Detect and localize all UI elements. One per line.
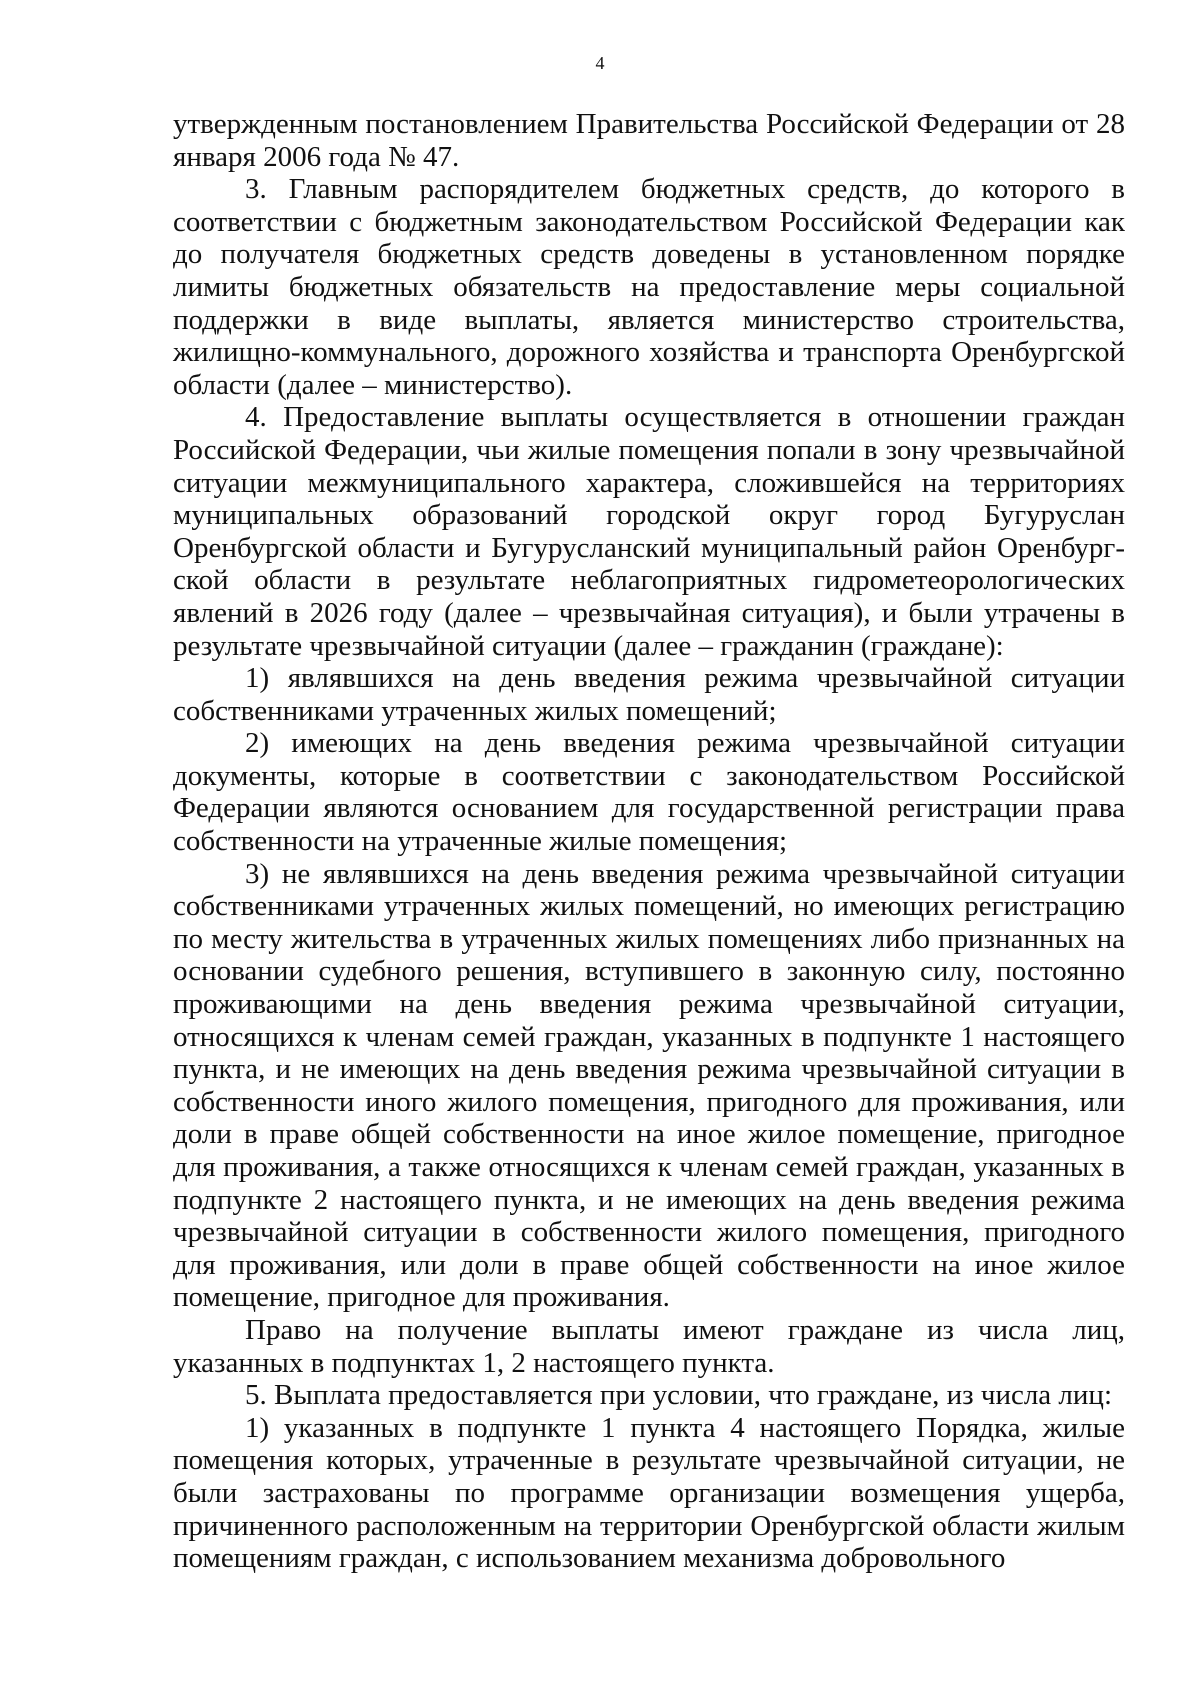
document-body	[173, 108, 1125, 1575]
subitem-4-1: 1) являвшихся на день введения режима чрезвычайной ситуации собственниками утраченных жилых помещений;	[173, 662, 1125, 727]
paragraph-continuation: утвержденным постановлением Правительства Российской Федерации от 28 января 2006 года № 47.	[173, 108, 1125, 173]
subitem-4-2: 2) имеющих на день введения режима чрезвычайной ситуации документы, которые в соответствии с законодательством Российской Федерации являются основанием для государственной регистрации права собственности на утраченные жилые помещения;	[173, 727, 1125, 858]
subitem-5-1: 1) указанных в подпункте 1 пункта 4 настоящего Порядка, жилые помещения которых, утраченные в результате чрезвычайной ситуации, не были застрахованы по программе организации возмещения ущерба, причиненного расположенным на территории Оренбургской области жилым помещениям граждан, с использованием механизма добровольного	[173, 1411, 1125, 1575]
page-number: 4	[595, 53, 605, 73]
paragraph-item-5: 5. Выплата предоставляется при условии, что граждане, из числа лиц:	[245, 1379, 1112, 1412]
paragraph-right-to-payment: Право на получение выплаты имеют граждане из числа лиц, указанных в подпунктах 1, 2 настоящего пункта.	[173, 1313, 1125, 1379]
subitem-4-3: 3) не являвшихся на день введения режима чрезвычайной ситуации собственниками утраченных жилых помещений, но имеющих регистрацию по месту жительства в утраченных жилых помещениях либо признанных на основании судебного решения, вступившего в законную силу, постоянно проживающими на день введения режима чрезвычайной ситуации, относящихся к членам семей граждан, указанных в подпункте 1 настоящего пункта, и не имеющих на день введения режима чрезвычайной ситуации в собственности иного жилого помещения, пригодного для проживания, или доли в праве общей собственности на иное жилое помещение, пригодное для проживания, а также относящихся к членам семей граждан, указанных в подпункте 2 настоящего пункта, и не имеющих на день введения режима чрезвычайной ситуации в собственности жилого помещения, пригодного для проживания, или доли в праве общей собственности на иное жилое помещение, пригодное для проживания.	[173, 857, 1125, 1314]
paragraph-item-4: 4. Предоставление выплаты осуществляется в отношении граждан Российской Федерации, чьи жилые помещения попали в зону чрезвычайной ситуации межмуниципального характера, сложившейся на территориях муниципальных образований городской округ город Бугуруслан Оренбургской области и Бугурусланский муниципальный район Оренбургской области в результате неблагоприятных гидрометеорологических явлений в 2026 году (далее – чрезвычайная ситуация), и были утрачены в результате чрезвычайной ситуации (далее – гражданин (граждане):	[173, 401, 1125, 662]
paragraph-item-3: 3. Главным распорядителем бюджетных средств, до которого в соответствии с бюджетным законодательством Российской Федерации как до получателя бюджетных средств доведены в установленном порядке лимиты бюджетных обязательств на предоставление меры социальной поддержки в виде выплаты, является министерство строительства, жилищно-коммунального, дорожного хозяйства и транспорта Оренбургской области (далее – министерство).	[173, 173, 1125, 401]
